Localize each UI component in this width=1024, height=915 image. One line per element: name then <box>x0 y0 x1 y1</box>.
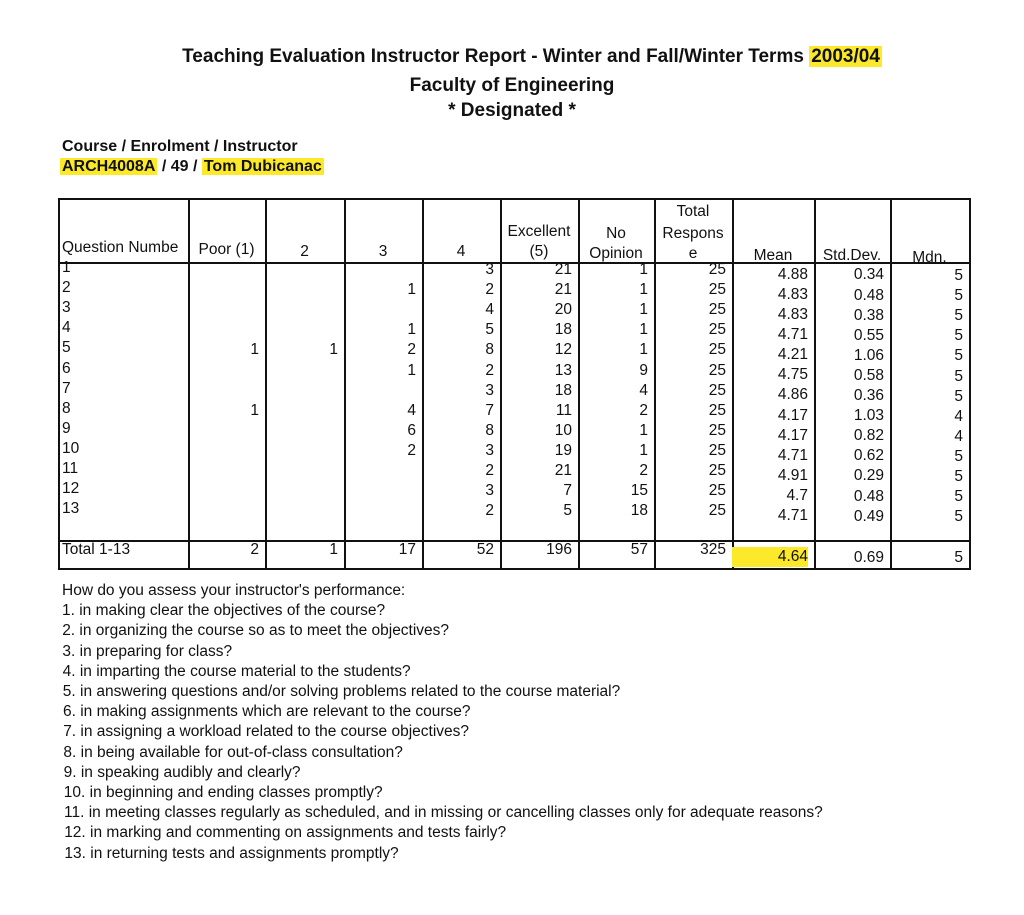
table-cell: 0.38 <box>853 306 884 324</box>
table-cell: 0.36 <box>853 387 884 404</box>
table-cell: 25 <box>708 261 726 278</box>
table-cell: 3 <box>485 482 494 500</box>
table-cell: 4.86 <box>777 386 808 404</box>
table-cell: 3 <box>485 261 494 278</box>
table-cell: 1 <box>250 401 259 419</box>
column-header: (5) <box>529 243 549 260</box>
table-cell: 25 <box>708 441 726 459</box>
table-cell: 4.75 <box>777 366 808 384</box>
evaluation-table <box>58 198 971 570</box>
question-number: 13 <box>62 500 80 518</box>
total-cell: 0.69 <box>853 548 884 566</box>
column-header: Opinion <box>589 245 643 262</box>
table-cell: 1 <box>250 341 259 359</box>
table-cell: 0.62 <box>853 447 884 465</box>
question-item: 9. in speaking audibly and clearly? <box>63 763 301 781</box>
faculty-title: Faculty of Engineering <box>409 75 615 96</box>
course-line <box>60 158 324 176</box>
column-header: Mean <box>753 247 793 264</box>
table-cell: 5 <box>954 307 963 325</box>
table-cell: 4.83 <box>777 285 808 303</box>
total-cell: 57 <box>630 541 648 558</box>
table-cell: 1 <box>639 281 648 299</box>
table-cell: 1 <box>639 421 648 439</box>
table-column-rule <box>58 198 60 570</box>
table-cell: 25 <box>708 341 726 359</box>
table-cell: 9 <box>639 361 648 379</box>
column-header: No <box>606 225 626 242</box>
report-year: 2003/04 <box>811 46 880 67</box>
table-cell: 1 <box>639 441 648 459</box>
table-cell: 5 <box>954 488 963 506</box>
table-cell: 4.7 <box>786 486 808 504</box>
column-header: 4 <box>456 243 466 260</box>
table-cell: 1 <box>639 321 648 339</box>
question-intro: How do you assess your instructor's performance: <box>62 582 406 599</box>
table-cell: 3 <box>485 381 494 399</box>
table-cell: 4 <box>954 427 963 445</box>
table-cell: 19 <box>554 441 572 459</box>
question-number: 2 <box>62 279 71 297</box>
column-header: e <box>688 245 698 262</box>
table-cell: 4.83 <box>777 306 808 323</box>
question-item: 2. in organizing the course so as to meet the objectives? <box>62 622 450 640</box>
table-cell: 5 <box>954 468 963 485</box>
table-row-rule <box>58 198 971 200</box>
column-header: 3 <box>378 243 388 260</box>
question-item: 4. in imparting the course material to the students? <box>62 662 411 680</box>
table-cell: 0.55 <box>853 326 884 344</box>
table-cell: 21 <box>554 281 572 299</box>
table-cell: 18 <box>630 502 648 520</box>
table-cell: 1.06 <box>853 346 884 364</box>
table-cell: 25 <box>708 482 726 500</box>
question-item: 7. in assigning a workload related to the course objectives? <box>63 723 470 741</box>
table-cell: 2 <box>407 341 416 359</box>
question-number: 10 <box>62 439 80 457</box>
table-cell: 15 <box>630 482 648 500</box>
column-header: Excellent <box>507 223 571 240</box>
table-cell: 5 <box>954 387 963 405</box>
report-title-text: Teaching Evaluation Instructor Report - Winter and Fall/Winter Terms <box>182 46 810 67</box>
table-cell: 6 <box>407 421 416 439</box>
table-cell: 0.82 <box>853 427 884 445</box>
table-cell: 5 <box>954 447 963 465</box>
question-number: 3 <box>62 299 71 317</box>
table-cell: 4 <box>639 381 648 399</box>
table-column-rule <box>969 198 971 570</box>
question-item: 8. in being available for out-of-class consultation? <box>63 743 403 761</box>
table-cell: 1 <box>639 341 648 359</box>
course-heading: Course / Enrolment / Instructor <box>62 138 298 155</box>
column-header: Mdn. <box>912 249 947 266</box>
question-item: 6. in making assignments which are relevant to the course? <box>63 703 471 721</box>
total-cell: 196 <box>546 541 572 558</box>
table-cell: 2 <box>639 462 648 479</box>
total-cell: 5 <box>954 549 963 566</box>
question-number: 9 <box>62 419 71 437</box>
total-row-label: Total 1-13 <box>62 541 131 558</box>
question-number: 12 <box>62 480 80 498</box>
total-cell: 2 <box>250 541 259 558</box>
question-item: 5. in answering questions and/or solving problems related to the course material? <box>62 683 621 701</box>
table-cell: 2 <box>485 361 494 379</box>
table-cell: 4.17 <box>777 406 808 424</box>
table-cell: 18 <box>554 321 572 339</box>
table-cell: 1 <box>639 301 648 319</box>
question-item: 1. in making clear the objectives of the course? <box>62 602 386 620</box>
table-cell: 0.58 <box>853 366 884 384</box>
table-cell: 13 <box>554 361 572 379</box>
table-cell: 5 <box>954 508 963 526</box>
table-cell: 1 <box>407 321 416 339</box>
table-cell: 25 <box>708 301 726 319</box>
instructor-name: Tom Dubicanac <box>203 158 322 175</box>
question-list <box>62 581 823 864</box>
table-cell: 0.49 <box>853 507 884 525</box>
table-cell: 5 <box>563 502 572 520</box>
table-cell: 0.29 <box>853 467 884 485</box>
table-cell: 0.48 <box>853 286 884 304</box>
table-cell: 10 <box>554 421 572 439</box>
table-cell: 25 <box>708 281 726 299</box>
table-cell: 2 <box>485 281 494 299</box>
table-cell: 5 <box>485 321 494 339</box>
table-cell: 2 <box>485 462 494 479</box>
table-cell: 5 <box>954 367 963 385</box>
table-cell: 4 <box>485 301 494 319</box>
table-cell: 4.71 <box>777 326 808 344</box>
table-cell: 1 <box>407 281 416 299</box>
column-header: 2 <box>300 243 309 260</box>
table-cell: 5 <box>954 347 963 365</box>
total-cell: 1 <box>329 541 338 558</box>
question-number: 4 <box>62 319 71 337</box>
table-cell: 25 <box>708 421 726 439</box>
column-header: Question Numbe <box>62 239 179 256</box>
table-cell: 0.34 <box>853 266 884 284</box>
table-cell: 7 <box>563 482 572 500</box>
table-cell: 2 <box>639 401 648 419</box>
table-cell: 7 <box>485 401 494 419</box>
table-cell: 1 <box>639 261 648 278</box>
table-cell: 25 <box>708 361 726 379</box>
table-cell: 1 <box>407 361 416 379</box>
total-cell: 17 <box>398 541 416 558</box>
question-item: 13. in returning tests and assignments promptly? <box>64 844 399 862</box>
table-cell: 0.48 <box>853 487 884 505</box>
question-number: 5 <box>62 339 71 357</box>
table-cell: 25 <box>708 401 726 419</box>
question-number: 8 <box>62 399 71 417</box>
column-header: Respons <box>662 225 724 242</box>
table-cell: 11 <box>555 401 572 419</box>
table-cell: 4.91 <box>777 466 808 484</box>
table-cell: 21 <box>554 462 572 479</box>
question-number: 1 <box>62 259 71 276</box>
question-item: 3. in preparing for class? <box>62 642 233 660</box>
total-cell: 325 <box>700 541 726 558</box>
table-cell: 4 <box>407 401 416 419</box>
table-cell: 2 <box>407 441 416 459</box>
course-code: ARCH4008A <box>62 158 156 175</box>
table-cell: 5 <box>954 287 963 305</box>
designated-label: * Designated * <box>448 100 576 121</box>
table-cell: 25 <box>708 502 726 520</box>
table-cell: 18 <box>554 381 572 399</box>
column-header: Total <box>676 203 710 220</box>
table-cell: 4 <box>954 407 963 425</box>
question-number: 11 <box>62 460 79 477</box>
table-cell: 1.03 <box>853 407 884 425</box>
table-cell: 25 <box>708 321 726 339</box>
table-cell: 5 <box>954 267 963 284</box>
table-cell: 8 <box>485 341 494 359</box>
table-cell: 12 <box>554 341 572 359</box>
table-cell: 4.88 <box>777 265 808 283</box>
table-cell: 1 <box>329 341 338 359</box>
table-cell: 21 <box>554 261 572 278</box>
table-cell: 4.71 <box>777 446 808 464</box>
table-cell: 2 <box>485 502 494 520</box>
table-cell: 3 <box>485 441 494 459</box>
question-item: 11. in meeting classes regularly as scheduled, and in missing or cancelling classes only for adequate reasons? <box>64 804 823 822</box>
column-header: Std.Dev. <box>822 247 882 264</box>
total-cell: 52 <box>476 541 494 558</box>
question-number: 7 <box>62 379 71 397</box>
question-number: 6 <box>62 359 71 377</box>
table-row-rule <box>58 568 971 570</box>
table-cell: 20 <box>554 301 572 319</box>
table-cell: 4.17 <box>777 426 808 444</box>
question-item: 10. in beginning and ending classes promptly? <box>63 784 383 802</box>
total-cell: 4.64 <box>732 547 808 567</box>
table-cell: 25 <box>708 381 726 399</box>
enrolment-separator: / 49 / <box>157 158 202 175</box>
table-cell: 4.21 <box>777 346 808 364</box>
column-header: Poor (1) <box>198 241 255 258</box>
table-cell: 8 <box>485 421 494 439</box>
report-title <box>20 46 1024 68</box>
table-cell: 4.71 <box>777 507 808 524</box>
table-cell: 5 <box>954 327 963 345</box>
table-cell: 25 <box>708 462 726 479</box>
question-item: 12. in marking and commenting on assignments and tests fairly? <box>64 824 507 842</box>
